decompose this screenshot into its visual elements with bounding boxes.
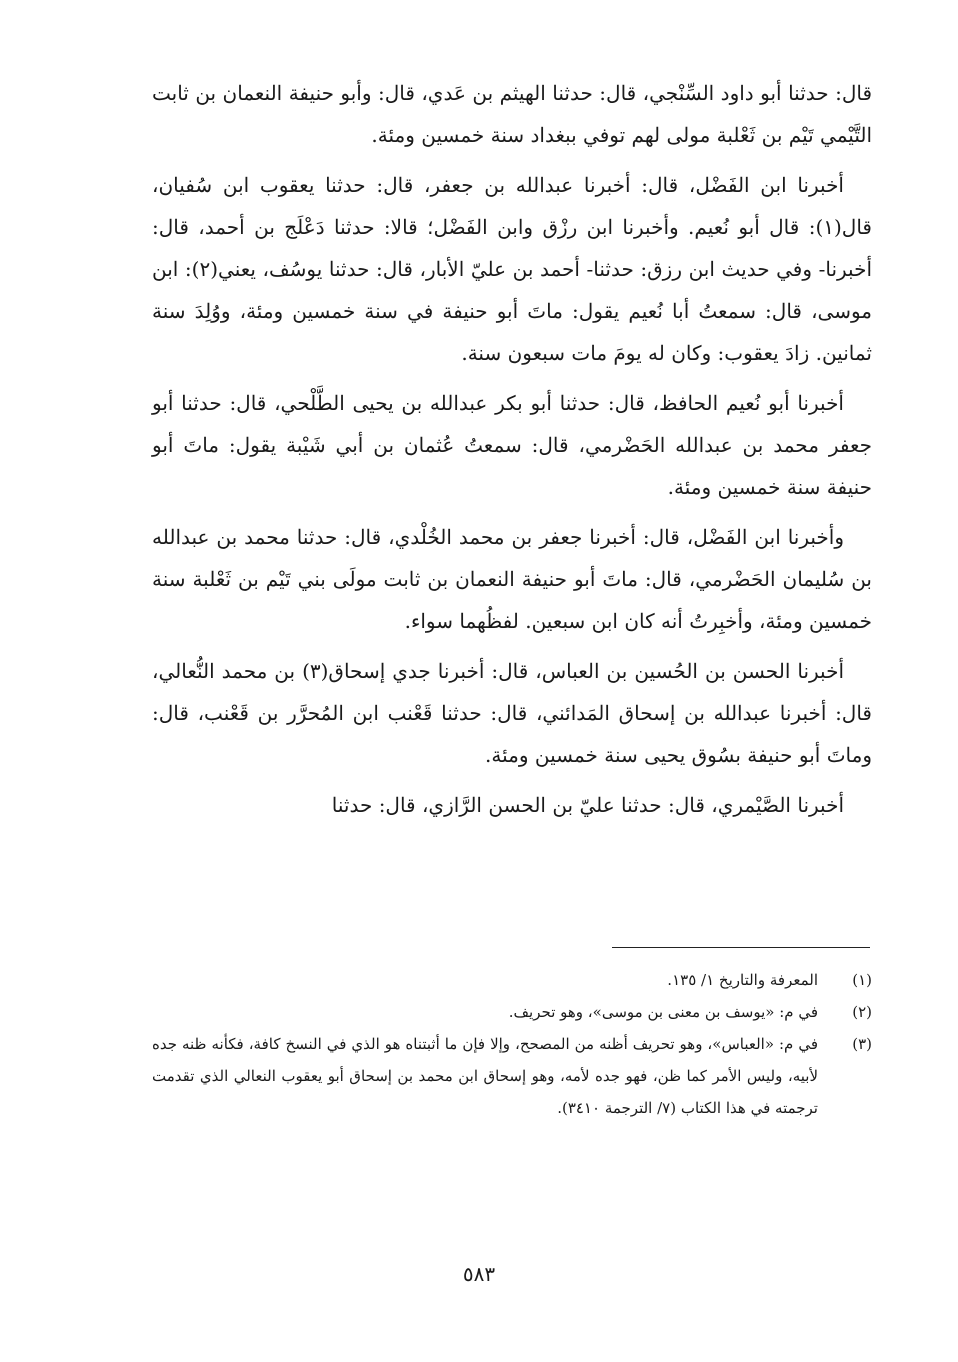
footnote-number: (١) <box>852 971 872 989</box>
paragraph-5: أخبرنا الحسن بن الحُسين بن العباس، قال: أخبرنا جدي إسحاق(٣) بن محمد النُّعالي، قال: أخبرنا عبدالله بن إسحاق المَدائني، قال: حدثنا قَعْنب ابن المُحرَّر بن قَعْنب، قال: وماتَ أبو حنيفة بسُوق يحيى سنة خمسين ومئة. <box>152 659 872 767</box>
paragraph-1: قال: حدثنا أبو داود السِّنْجي، قال: حدثنا الهيثم بن عَدي، قال: وأبو حنيفة النعمان بن ثابت التَّيْمي تَيْم بن ثَعْلبة مولى لهم توفي ببغداد سنة خمسين ومئة. <box>152 81 872 147</box>
footnote-number: (٣) <box>852 1035 872 1053</box>
footnote-number: (٢) <box>852 1003 872 1021</box>
paragraph-2: أخبرنا ابن الفَضْل، قال: أخبرنا عبدالله بن جعفر، قال: حدثنا يعقوب ابن سُفيان، قال(١): قال أبو نُعيم. وأخبرنا ابن رزْق وابن الفَضْل؛ قالا: حدثنا دَعْلَج بن أحمد، قال: أخبرنا- وفي حديث ابن رزق: حدثنا- أحمد بن عليّ الأبار، قال: حدثنا يوسُف، يعني(٢): ابن موسى، قال: سمعتُ أبا نُعيم يقول: ماتَ أبو حنيفة في سنة خمسين ومئة، ووُلِدَ سنة ثمانين. زادَ يعقوب: وكان له يومَ مات سبعون سنة. <box>152 173 872 365</box>
footnote-text: في م: «يوسف بن معنى بن موسى»، وهو تحريف. <box>508 1003 818 1021</box>
paragraph-3: أخبرنا أبو نُعيم الحافظ، قال: حدثنا أبو بكر عبدالله بن يحيى الطَّلْحي، قال: حدثنا أبو جعفر محمد بن عبدالله الحَضْرمي، قال: سمعتُ عُثمان بن أبي شَيْبة يقول: ماتَ أبو حنيفة سنة خمسين ومئة. <box>152 391 872 499</box>
footnotes <box>152 964 872 1124</box>
footnote-text: في م: «العباس»، وهو تحريف أظنه من المصحح، وإلا فإن ما أثبتناه هو الذي في النسخ كافة، فكأنه ظنه جده لأبيه، وليس الأمر كما ظن، فهو جده لأمه، وهو إسحاق ابن محمد بن إسحاق أبو يعقوب النعالي الذي تقدمت ترجمته في هذا الكتاب (٧/ الترجمة ٣٤١٠). <box>152 1035 818 1117</box>
page-number: ٥٨٣ <box>462 1262 496 1286</box>
footnote-1 <box>152 964 872 996</box>
footnote-text: المعرفة والتاريخ ١/ ١٣٥. <box>667 971 818 989</box>
paragraph-4: وأخبرنا ابن الفَضْل، قال: أخبرنا جعفر بن محمد الخُلْدي، قال: حدثنا محمد بن عبدالله بن سُليمان الحَضْرمي، قال: ماتَ أبو حنيفة النعمان بن ثابت مولَى بني تَيْم بن ثَعْلبة سنة خمسين ومئة، وأخبِرتُ أنه كان ابن سبعين. لفظُهما سواء. <box>152 525 872 633</box>
paragraph-6: أخبرنا الصَّيْمري، قال: حدثنا عليّ بن الحسن الرَّازي، قال: حدثنا <box>331 793 844 817</box>
footnote-3 <box>152 1028 872 1124</box>
main-text <box>152 72 872 834</box>
footnote-divider <box>612 947 870 948</box>
footnote-2 <box>152 996 872 1028</box>
